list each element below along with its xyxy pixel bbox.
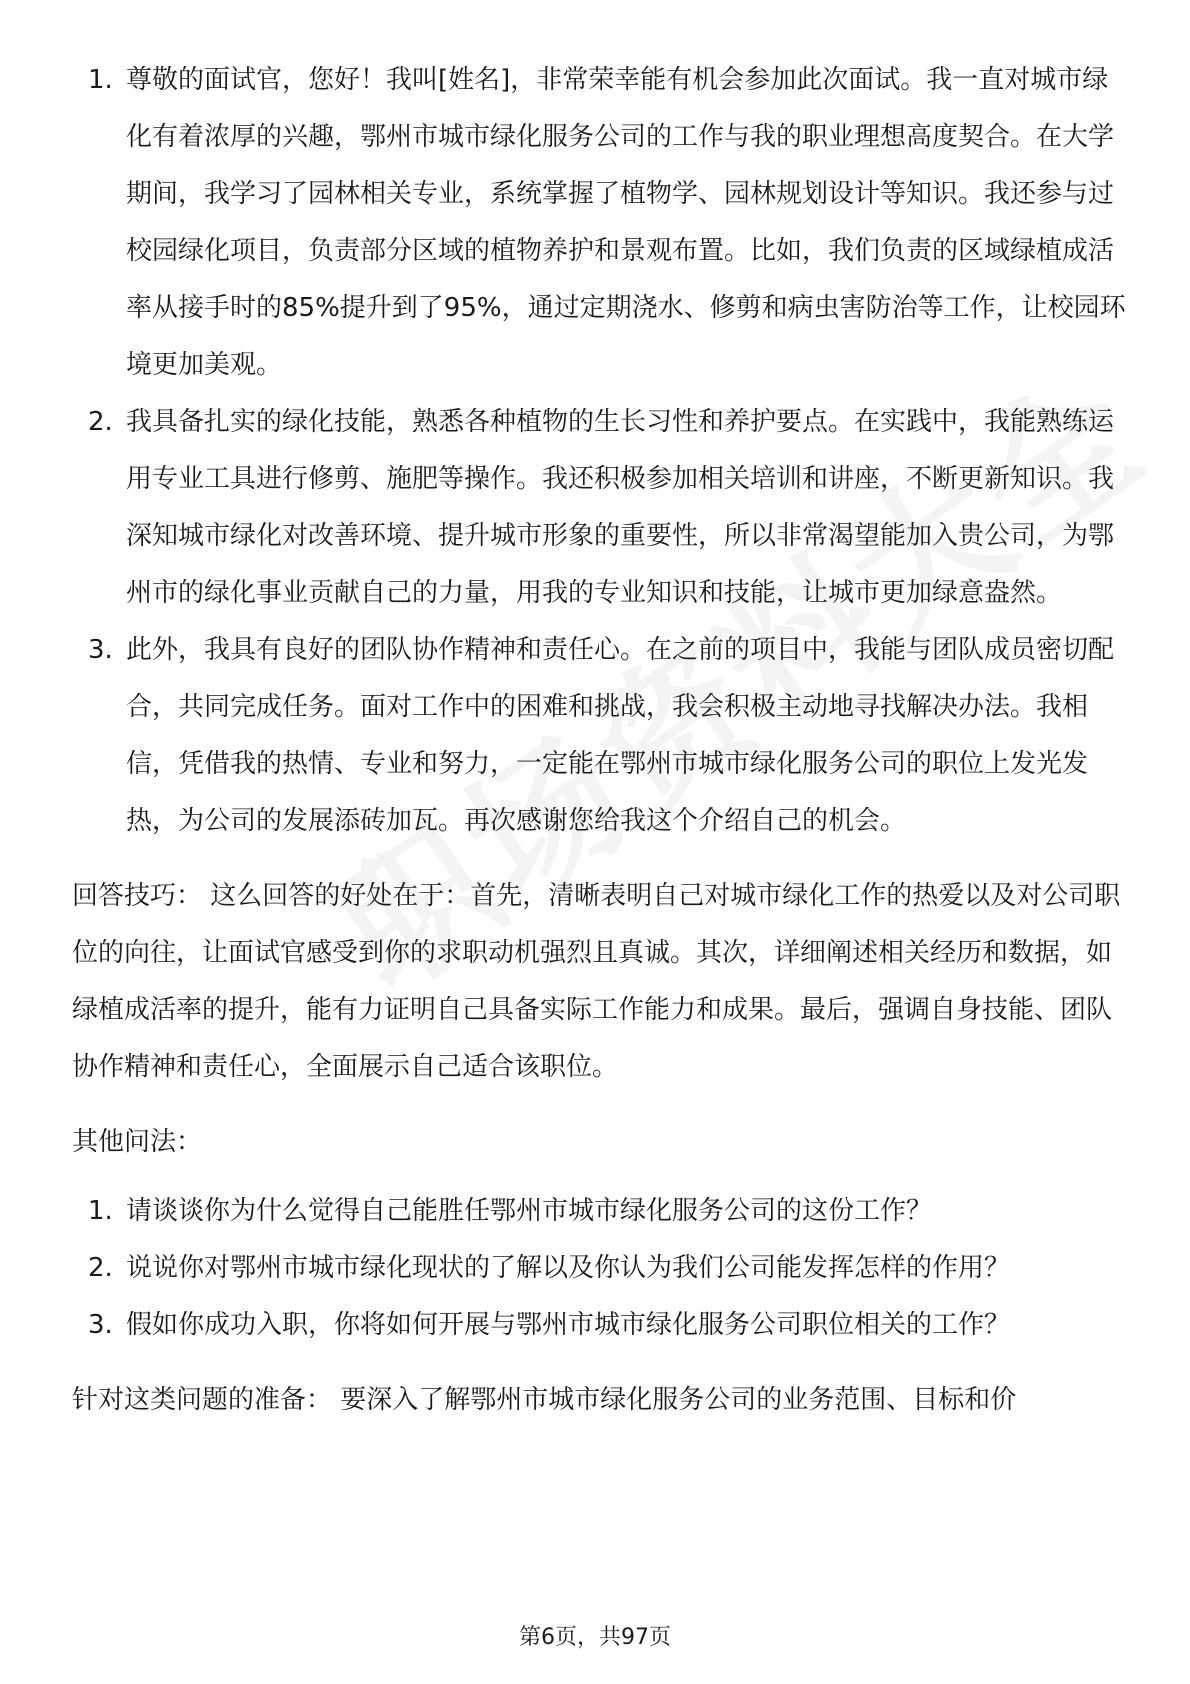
list-number: 2. xyxy=(88,1253,113,1283)
list-number: 3. xyxy=(88,1310,113,1340)
list-item xyxy=(72,622,1128,850)
list-item-text: 请谈谈你为什么觉得自己能胜任鄂州市城市绿化服务公司的这份工作？ xyxy=(126,1196,933,1226)
list-item xyxy=(72,1183,1128,1240)
list-item-text: 尊敬的面试官，您好！我叫[姓名]，非常荣幸能有机会参加此次面试。我一直对城市绿化有着浓厚的兴趣，鄂州市城市绿化服务公司的工作与我的职业理想高度契合。在大学期间，我学习了园林相关专业，系统掌握了植物学、园林规划设计等知识。我还参与过校园绿化项目，负责部分区域的植物养护和景观布置。比如，我们负责的区域绿植成活率从接手时的85%提升到了95%，通过定期浇水、修剪和病虫害防治等工作，让校园环境更加美观。 xyxy=(126,65,1126,380)
list-item xyxy=(72,52,1128,394)
other-questions-heading: 其他问法： xyxy=(72,1127,203,1157)
page-number: 第6页，共97页 xyxy=(519,1625,671,1650)
list-item-text: 我具备扎实的绿化技能，熟悉各种植物的生长习性和养护要点。在实践中，我能熟练运用专业工具进行修剪、施肥等操作。我还积极参加相关培训和讲座，不断更新知识。我深知城市绿化对改善环境、提升城市形象的重要性，所以非常渴望能加入贵公司，为鄂州市的绿化事业贡献自己的力量，用我的专业知识和技能，让城市更加绿意盎然。 xyxy=(126,407,1115,608)
list-number: 3. xyxy=(88,635,113,665)
list-number: 1. xyxy=(88,1196,113,1226)
preparation-paragraph: 针对这类问题的准备： 要深入了解鄂州市城市绿化服务公司的业务范围、目标和价 xyxy=(72,1385,1017,1415)
list-item xyxy=(72,394,1128,622)
list-number: 1. xyxy=(88,65,113,95)
list-number: 2. xyxy=(88,407,113,437)
answer-list xyxy=(72,52,1128,850)
page-content xyxy=(72,52,1128,1429)
list-item-text: 说说你对鄂州市城市绿化现状的了解以及你认为我们公司能发挥怎样的作用？ xyxy=(126,1253,1011,1283)
other-questions-list xyxy=(72,1183,1128,1354)
list-item xyxy=(72,1240,1128,1297)
list-item-text: 假如你成功入职，你将如何开展与鄂州市城市绿化服务公司职位相关的工作？ xyxy=(126,1310,1011,1340)
tips-paragraph: 回答技巧： 这么回答的好处在于：首先，清晰表明自己对城市绿化工作的热爱以及对公司职位的向往，让面试官感受到你的求职动机强烈且真诚。其次，详细阐述相关经历和数据，如绿植成活率的提升，能有力证明自己具备实际工作能力和成果。最后，强调自身技能、团队协作精神和责任心，全面展示自己适合该职位。 xyxy=(72,881,1121,1082)
list-item xyxy=(72,1297,1128,1354)
list-item-text: 此外，我具有良好的团队协作精神和责任心。在之前的项目中，我能与团队成员密切配合，共同完成任务。面对工作中的困难和挑战，我会积极主动地寻找解决办法。我相信，凭借我的热情、专业和努力，一定能在鄂州市城市绿化服务公司的职位上发光发热，为公司的发展添砖加瓦。再次感谢您给我这个介绍自己的机会。 xyxy=(126,635,1115,836)
